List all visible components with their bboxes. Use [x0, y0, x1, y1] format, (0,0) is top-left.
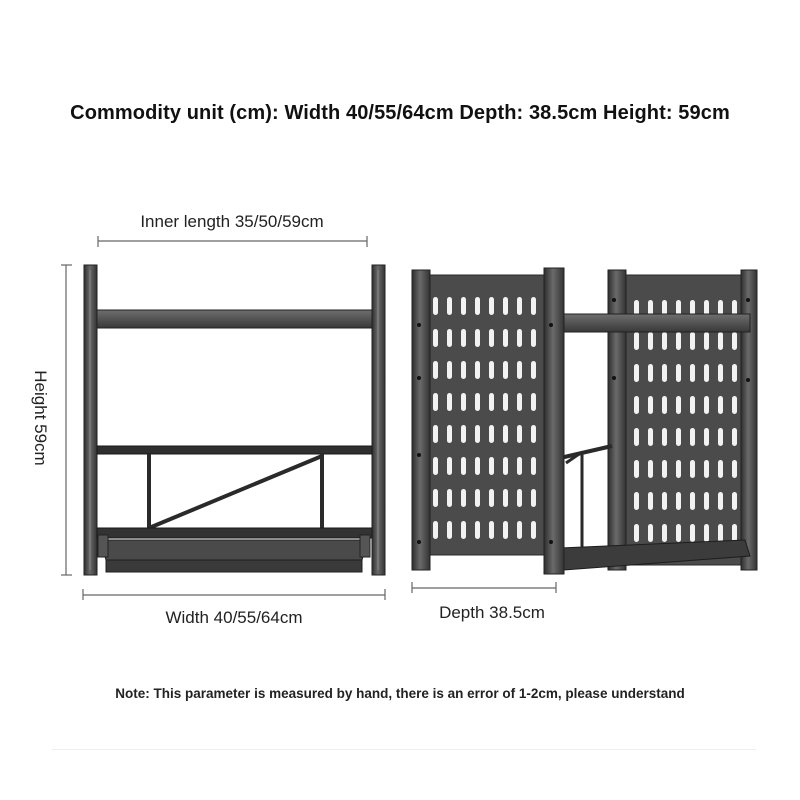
pegboard-slot	[718, 460, 723, 478]
pegboard-slot	[461, 329, 466, 347]
pegboard-slot	[648, 428, 653, 446]
pegboard-slot	[433, 297, 438, 315]
side-front-right-post	[544, 268, 564, 574]
pegboard-slot	[704, 492, 709, 510]
pegboard-slot	[447, 361, 452, 379]
bottom-divider	[52, 749, 756, 750]
pegboard-slot	[531, 297, 536, 315]
pegboard-slot	[634, 524, 639, 542]
pegboard-slot	[461, 393, 466, 411]
pegboard-slot	[475, 521, 480, 539]
pegboard-slot	[634, 396, 639, 414]
pegboard-slot	[676, 492, 681, 510]
pegboard-slot	[517, 521, 522, 539]
pegboard-slot	[503, 297, 508, 315]
pegboard-slot	[704, 332, 709, 350]
pegboard-slot	[676, 460, 681, 478]
pegboard-slot	[690, 460, 695, 478]
side-top-bar	[560, 314, 750, 332]
pegboard-slot	[517, 393, 522, 411]
front-view-rack	[84, 265, 385, 575]
pegboard-slot	[461, 521, 466, 539]
pegboard-slot	[517, 457, 522, 475]
pegboard-slot	[704, 428, 709, 446]
depth-dimension-line	[412, 582, 556, 593]
pegboard-slot	[531, 521, 536, 539]
pegboard-slot	[648, 332, 653, 350]
pegboard-slot	[503, 393, 508, 411]
pegboard-slot	[461, 425, 466, 443]
pegboard-slot	[503, 521, 508, 539]
pegboard-slot	[648, 396, 653, 414]
pegboard-slot	[732, 492, 737, 510]
pegboard-slot	[433, 425, 438, 443]
pegboard-slot	[690, 428, 695, 446]
pegboard-slot	[447, 425, 452, 443]
pegboard-slot	[447, 393, 452, 411]
pegboard-slot	[475, 457, 480, 475]
pegboard-slot	[662, 396, 667, 414]
pegboard-slot	[531, 489, 536, 507]
pegboard-slot	[732, 396, 737, 414]
pegboard-slot	[433, 329, 438, 347]
pegboard-slot	[461, 489, 466, 507]
pegboard-slot	[433, 361, 438, 379]
pegboard-slot	[676, 524, 681, 542]
width-label: Width 40/55/64cm	[165, 608, 303, 627]
pegboard-slot	[648, 364, 653, 382]
pegboard-slot	[634, 428, 639, 446]
pegboard-slot	[704, 460, 709, 478]
pegboard-slot	[662, 332, 667, 350]
pegboard-slot	[634, 364, 639, 382]
pegboard-slot	[517, 489, 522, 507]
pegboard-slot	[503, 489, 508, 507]
pegboard-slot	[732, 364, 737, 382]
pegboard-slot	[718, 428, 723, 446]
pegboard-slot	[517, 425, 522, 443]
pegboard-slot	[433, 393, 438, 411]
pegboard-slot	[690, 364, 695, 382]
pegboard-slot	[489, 489, 494, 507]
depth-label: Depth 38.5cm	[439, 603, 545, 622]
pegboard-slot	[475, 393, 480, 411]
pegboard-slot	[718, 396, 723, 414]
pegboard-slot	[648, 524, 653, 542]
pegboard-slot	[447, 489, 452, 507]
pegboard-slot	[676, 396, 681, 414]
pegboard-slot	[704, 396, 709, 414]
pegboard-slot	[447, 329, 452, 347]
front-pegboard-panel	[428, 275, 546, 555]
pegboard-slot	[676, 428, 681, 446]
pegboard-slot	[489, 457, 494, 475]
pegboard-slot	[489, 329, 494, 347]
pegboard-slot	[676, 332, 681, 350]
pegboard-slot	[475, 425, 480, 443]
pegboard-slot	[517, 297, 522, 315]
front-top-bar	[97, 310, 372, 328]
pegboard-slot	[634, 492, 639, 510]
pegboard-slot	[732, 332, 737, 350]
pegboard-slot	[461, 457, 466, 475]
pegboard-slot	[517, 329, 522, 347]
page-title: Commodity unit (cm): Width 40/55/64cm Depth: 38.5cm Height: 59cm	[70, 102, 730, 124]
pegboard-slot	[662, 364, 667, 382]
front-diagonal-support	[149, 454, 322, 528]
pegboard-slot	[447, 457, 452, 475]
pegboard-slot	[447, 521, 452, 539]
pegboard-slot	[662, 524, 667, 542]
pegboard-slot	[461, 361, 466, 379]
pegboard-slot	[503, 425, 508, 443]
pegboard-slot	[475, 297, 480, 315]
pegboard-slot	[531, 361, 536, 379]
pegboard-slot	[634, 460, 639, 478]
pegboard-slot	[732, 524, 737, 542]
height-dimension-line	[61, 265, 72, 575]
pegboard-slot	[489, 425, 494, 443]
pegboard-slot	[531, 425, 536, 443]
inner-length-label: Inner length 35/50/59cm	[140, 212, 324, 231]
pegboard-slot	[433, 457, 438, 475]
pegboard-slot	[676, 364, 681, 382]
pegboard-slot	[503, 361, 508, 379]
pegboard-slot	[489, 361, 494, 379]
pegboard-slot	[447, 297, 452, 315]
pegboard-slot	[704, 524, 709, 542]
pegboard-slot	[704, 364, 709, 382]
width-dimension-line	[83, 589, 385, 600]
height-label: Height 59cm	[31, 370, 50, 466]
measurement-note: Note: This parameter is measured by hand, there is an error of 1-2cm, please understand	[115, 686, 685, 701]
pegboard-slot	[718, 492, 723, 510]
pegboard-slot	[503, 329, 508, 347]
pegboard-slot	[690, 332, 695, 350]
pegboard-slot	[531, 329, 536, 347]
pegboard-slot	[718, 524, 723, 542]
front-bottom-tray	[97, 528, 372, 538]
inner-length-dimension-line	[98, 236, 367, 247]
pegboard-slot	[662, 460, 667, 478]
pegboard-slot	[489, 521, 494, 539]
pegboard-slot	[690, 492, 695, 510]
pegboard-slot	[648, 492, 653, 510]
pegboard-slot	[433, 521, 438, 539]
pegboard-slot	[503, 457, 508, 475]
pegboard-slot	[489, 297, 494, 315]
pegboard-slot	[475, 361, 480, 379]
side-view-rack	[412, 268, 757, 574]
pegboard-slot	[662, 492, 667, 510]
pegboard-slot	[531, 457, 536, 475]
pegboard-slot	[461, 297, 466, 315]
pegboard-slot	[475, 329, 480, 347]
pegboard-slot	[662, 428, 667, 446]
pegboard-slot	[690, 396, 695, 414]
pegboard-slot	[732, 428, 737, 446]
front-tray-lip	[100, 540, 368, 560]
pegboard-slot	[433, 489, 438, 507]
pegboard-slot	[489, 393, 494, 411]
pegboard-slot	[634, 332, 639, 350]
pegboard-slot	[718, 332, 723, 350]
pegboard-slot	[690, 524, 695, 542]
pegboard-slot	[531, 393, 536, 411]
front-middle-bar	[97, 446, 372, 454]
pegboard-slot	[732, 460, 737, 478]
pegboard-slot	[475, 489, 480, 507]
pegboard-slot	[517, 361, 522, 379]
side-front-left-post	[412, 270, 430, 570]
pegboard-slot	[648, 460, 653, 478]
pegboard-slot	[718, 364, 723, 382]
